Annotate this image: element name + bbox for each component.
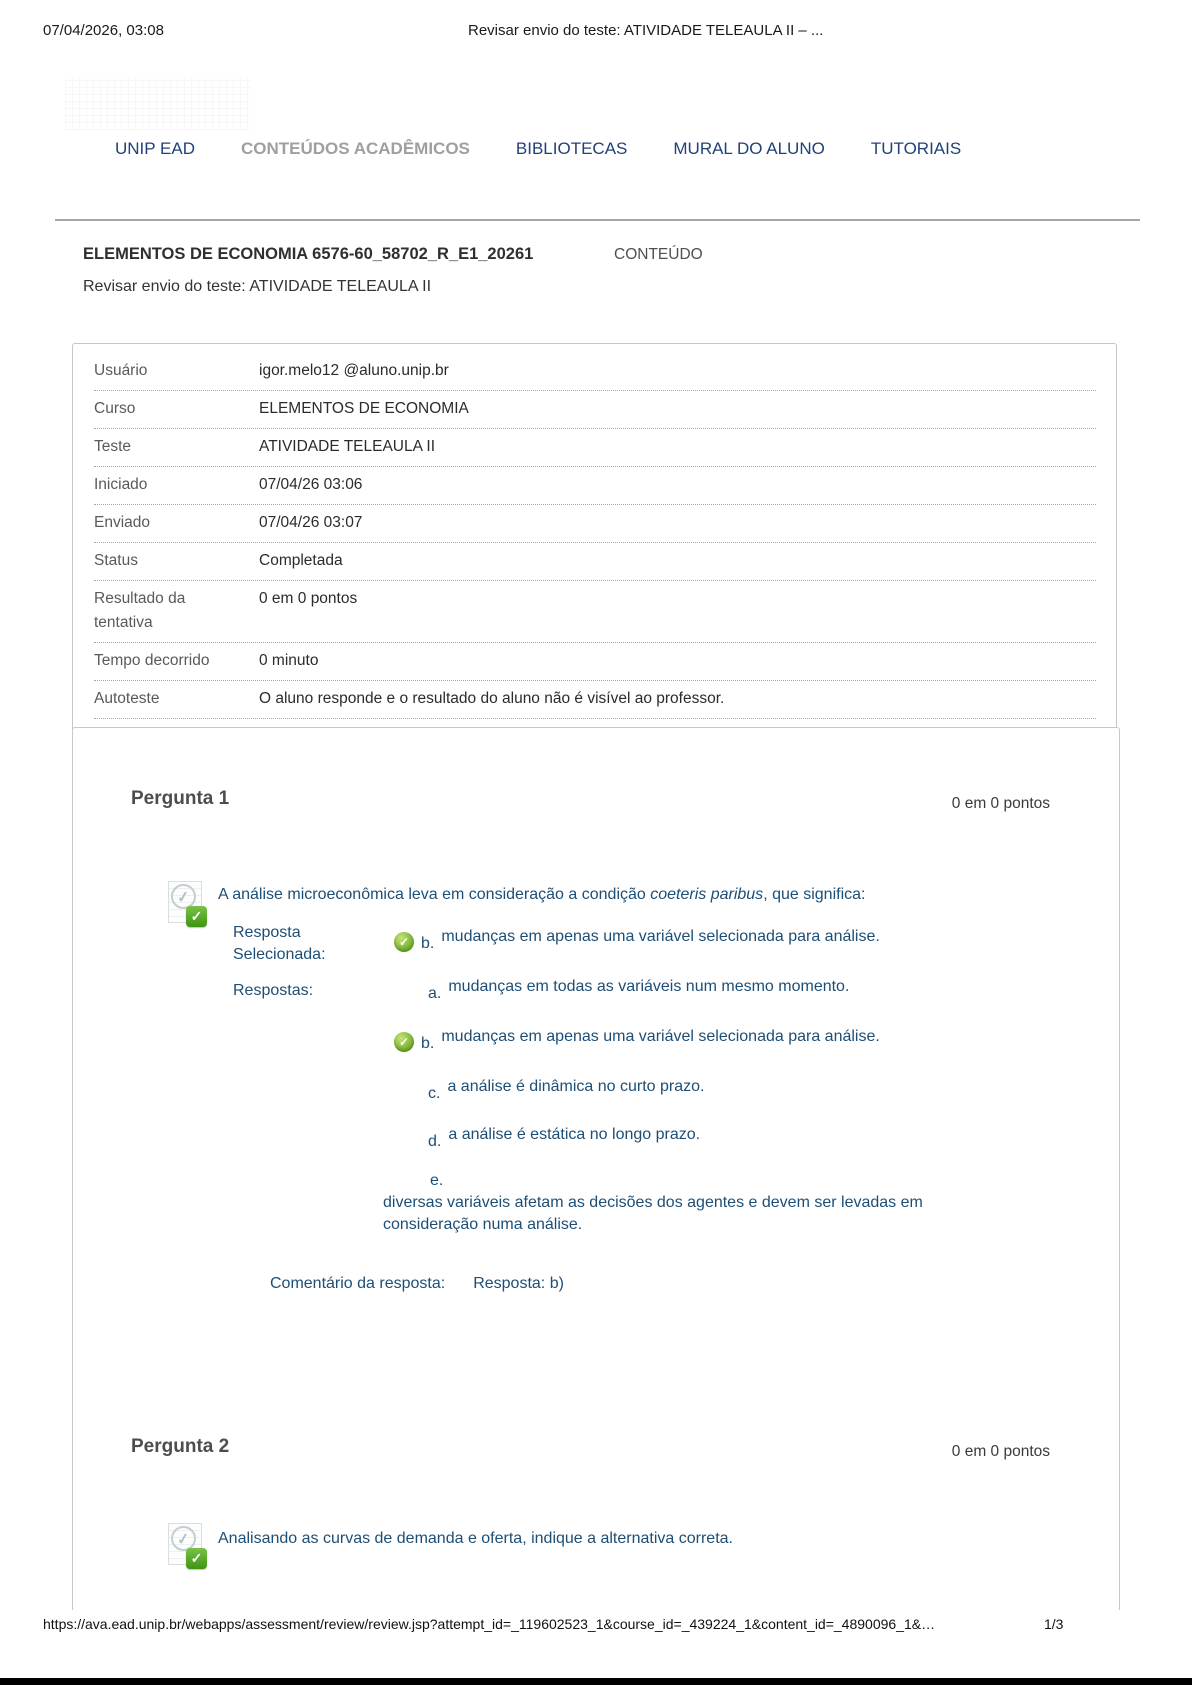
question-2-text: Analisando as curvas de demanda e oferta, indique a alternativa correta.	[218, 1530, 733, 1547]
summary-value: 0 em 0 pontos	[259, 590, 358, 608]
answers-label: Respostas:	[233, 982, 314, 999]
green-check-badge-icon	[186, 1548, 207, 1569]
summary-label: Tempo decorrido	[94, 652, 210, 670]
unip-logo-faded	[65, 78, 250, 130]
summary-row-iniciado	[94, 467, 1096, 505]
question-1-text-italic: coeteris paribus	[650, 886, 764, 903]
summary-label: Enviado	[94, 514, 151, 532]
answer-text: a análise é estática no longo prazo.	[448, 1126, 701, 1143]
summary-row-resultado	[94, 581, 1096, 643]
question-1-heading: Pergunta 1	[131, 788, 230, 809]
summary-label: Usuário	[94, 362, 148, 379]
answer-letter-e: e.	[430, 1172, 444, 1189]
header-divider	[55, 219, 1140, 221]
nav-item-unip-ead[interactable]: UNIP EAD	[115, 139, 195, 158]
green-check-badge-icon	[186, 906, 207, 927]
correct-answer-check-icon	[394, 932, 414, 952]
answer-text-e: diversas variáveis afetam as decisões dos agentes e devem ser levadas em consideração numa análise.	[383, 1194, 923, 1234]
answer-row-c	[428, 1076, 705, 1103]
nav-item-mural-do-aluno[interactable]: MURAL DO ALUNO	[673, 139, 825, 158]
print-document-title: Revisar envio do teste: ATIVIDADE TELEAULA II – ...	[468, 22, 824, 39]
summary-value: 07/04/26 03:06	[259, 476, 363, 494]
summary-row-status	[94, 543, 1096, 581]
answer-text: a análise é dinâmica no curto prazo.	[447, 1078, 705, 1095]
summary-label: Autoteste	[94, 690, 160, 708]
question-1-text	[218, 884, 988, 906]
answer-letter: c.	[428, 1085, 441, 1102]
footer-url: https://ava.ead.unip.br/webapps/assessment/review/review.jsp?attempt_id=_119602523_1&course_id=_439224_1&content_id=_4890096_1&…	[43, 1616, 936, 1632]
question-1-text-part1: A análise microeconômica leva em consideração a condição	[218, 886, 651, 903]
page-title: Revisar envio do teste: ATIVIDADE TELEAULA II	[83, 278, 432, 295]
summary-value: ELEMENTOS DE ECONOMIA	[259, 400, 469, 418]
answer-text: mudanças em todas as variáveis num mesmo momento.	[448, 978, 850, 995]
question-1-text-part2: , que significa:	[763, 886, 866, 903]
summary-value: 0 minuto	[259, 652, 319, 670]
answer-letter: b.	[421, 935, 435, 952]
comment-label: Comentário da resposta:	[270, 1275, 446, 1292]
course-title: ELEMENTOS DE ECONOMIA 6576-60_58702_R_E1_20261	[83, 245, 534, 263]
summary-label: Iniciado	[94, 476, 148, 494]
nav-item-bibliotecas[interactable]: BIBLIOTECAS	[515, 139, 628, 158]
summary-value: Completada	[259, 552, 343, 570]
question-check-icon	[168, 881, 206, 925]
question-2-heading: Pergunta 2	[131, 1436, 230, 1457]
main-navigation	[115, 139, 961, 159]
summary-value: O aluno responde e o resultado do aluno não é visível ao professor.	[259, 690, 725, 708]
question-1-points: 0 em 0 pontos	[951, 795, 1050, 812]
summary-row-autoteste	[94, 681, 1096, 719]
answer-letter: d.	[428, 1133, 442, 1150]
footer-page-number: 1/3	[1044, 1616, 1064, 1632]
summary-label: Status	[94, 552, 138, 570]
summary-value: igor.melo12 @aluno.unip.br	[259, 362, 449, 379]
answer-letter: a.	[428, 985, 442, 1002]
selected-answer-row	[394, 926, 880, 953]
print-datetime: 07/04/2026, 03:08	[43, 22, 164, 39]
answer-comment-row	[270, 1275, 564, 1293]
summary-label: Teste	[94, 438, 132, 456]
summary-label: Resultado da tentativa	[94, 590, 186, 632]
answer-row-b	[394, 1026, 880, 1053]
summary-row-teste	[94, 429, 1096, 467]
attempt-summary-table	[72, 343, 1117, 789]
comment-value: Resposta: b)	[473, 1275, 564, 1292]
summary-value: 07/04/26 03:07	[259, 514, 363, 532]
selected-answer-label: Resposta Selecionada:	[233, 924, 326, 964]
answer-letter: b.	[421, 1035, 435, 1052]
summary-row-curso	[94, 391, 1096, 429]
question-2-points: 0 em 0 pontos	[951, 1443, 1050, 1460]
correct-answer-check-icon	[394, 1032, 414, 1052]
window-bottom-bar	[0, 1678, 1192, 1685]
answer-row-d	[428, 1124, 700, 1151]
summary-row-enviado	[94, 505, 1096, 543]
summary-row-usuario	[94, 353, 1096, 391]
breadcrumb-conteudo[interactable]: CONTEÚDO	[614, 246, 703, 263]
questions-container	[72, 727, 1120, 1610]
nav-item-tutoriais[interactable]: TUTORIAIS	[870, 139, 962, 158]
answer-row-a	[428, 976, 849, 1003]
answer-text: mudanças em apenas uma variável selecionada para análise.	[441, 928, 880, 945]
question-check-icon	[168, 1523, 206, 1567]
nav-item-conteudos-academicos[interactable]: CONTEÚDOS ACADÊMICOS	[241, 139, 470, 158]
summary-label: Curso	[94, 400, 136, 418]
answer-text: mudanças em apenas uma variável selecionada para análise.	[441, 1028, 880, 1045]
summary-row-tempo	[94, 643, 1096, 681]
summary-value: ATIVIDADE TELEAULA II	[259, 438, 436, 456]
